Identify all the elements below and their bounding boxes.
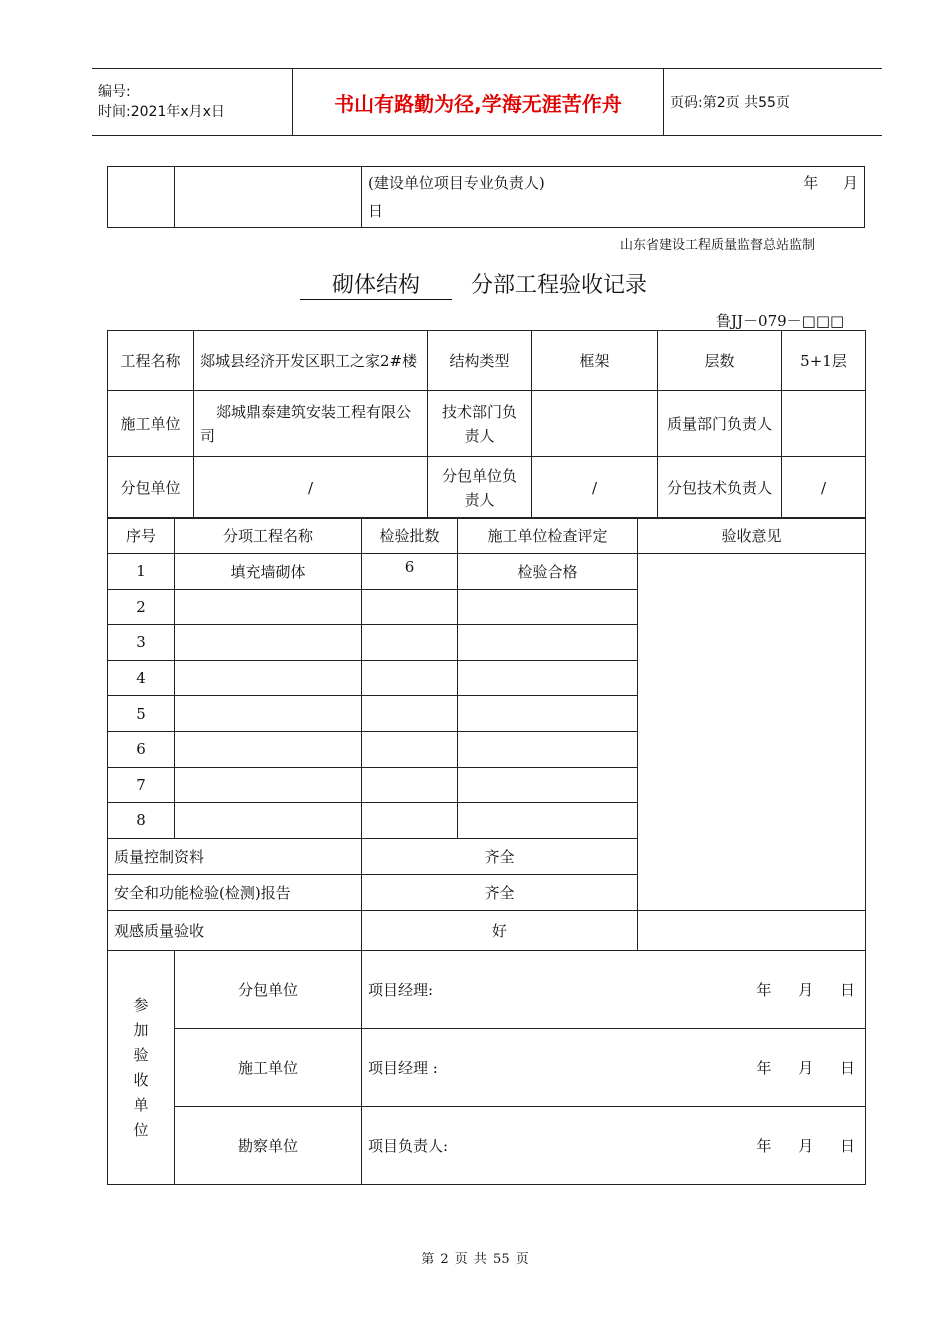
- item-name: [175, 660, 362, 696]
- item-eval: [458, 767, 638, 803]
- previous-table-fragment: [107, 166, 865, 228]
- supervisor-note: 山东省建设工程质量监督总站监制: [620, 238, 816, 253]
- sign-date: 年 月 日: [756, 1059, 855, 1077]
- item-name: [175, 767, 362, 803]
- item-batches: [362, 696, 458, 732]
- page-header: [92, 68, 882, 136]
- item-name: [175, 625, 362, 661]
- item-no: 8: [108, 803, 175, 839]
- item-name: [175, 696, 362, 732]
- side-char: 单: [133, 1095, 149, 1114]
- item-batches: [362, 589, 458, 625]
- col-eval-header: 施工单位检查评定: [458, 518, 638, 554]
- acceptance-unit: 分包单位: [175, 951, 362, 1029]
- time-text: 时间:2021年x月x日: [98, 104, 225, 120]
- acceptance-unit: 勘察单位: [175, 1107, 362, 1185]
- item-batches: [362, 625, 458, 661]
- item-eval: [458, 589, 638, 625]
- col-name-header: 分项工程名称: [175, 518, 362, 554]
- project-name-label: 工程名称: [108, 331, 194, 391]
- title-part: 砌体结构: [300, 273, 452, 300]
- header-meta: [92, 69, 293, 136]
- item-name: [175, 589, 362, 625]
- form-code: 鲁JJ－079－□□□: [716, 312, 845, 330]
- acceptance-sign: [362, 951, 866, 1029]
- item-name: 填充墙砌体: [175, 554, 362, 590]
- floors-value: 5+1层: [782, 331, 866, 391]
- item-row: [108, 554, 866, 590]
- doc-number-label: 编号:: [98, 84, 131, 100]
- sign-date: 年 月 日: [756, 981, 855, 999]
- page-footer: 第 2 页 共 55 页: [421, 1252, 529, 1267]
- tech-head-label: 技术部门负责人: [428, 391, 532, 457]
- signer-label: (建设单位项目专业负责人): [368, 174, 545, 192]
- sign-date: 年 月 日: [756, 1137, 855, 1155]
- quality-head-label: 质量部门负责人: [658, 391, 782, 457]
- item-no: 2: [108, 589, 175, 625]
- visual-opinion: [638, 910, 866, 950]
- title-rest: 分部工程验收记录: [471, 273, 648, 298]
- sub-tech-head-label: 分包技术负责人: [658, 457, 782, 519]
- sub-tech-head-value: /: [782, 457, 866, 519]
- col-opinion-header: 验收意见: [638, 518, 866, 554]
- structure-type: 框架: [532, 331, 658, 391]
- item-no: 5: [108, 696, 175, 732]
- date-ym: 年 月: [803, 174, 858, 192]
- quality-head-value: [782, 391, 866, 457]
- acceptance-sign: [362, 1029, 866, 1107]
- item-eval: [458, 660, 638, 696]
- col-batches-header: 检验批数: [362, 518, 458, 554]
- sub-head-value: /: [532, 457, 658, 519]
- item-no: 6: [108, 731, 175, 767]
- item-batches: [362, 803, 458, 839]
- side-char: 位: [133, 1120, 149, 1139]
- item-no: 1: [108, 554, 175, 590]
- side-char: 参: [133, 995, 149, 1014]
- acceptance-unit: 施工单位: [175, 1029, 362, 1107]
- motto: 书山有路勤为径,学海无涯苦作舟: [293, 69, 664, 136]
- item-eval: [458, 731, 638, 767]
- side-char: 收: [133, 1070, 149, 1089]
- item-eval: 检验合格: [458, 554, 638, 590]
- item-no: 7: [108, 767, 175, 803]
- visual-label: 观感质量验收: [108, 910, 362, 950]
- form-title: [300, 268, 647, 300]
- info-table: [107, 330, 866, 519]
- contractor-label: 施工单位: [108, 391, 194, 457]
- item-eval: [458, 803, 638, 839]
- safety-value: 齐全: [362, 874, 638, 910]
- project-name: 郯城县经济开发区职工之家2#楼: [194, 331, 428, 391]
- tech-head-value: [532, 391, 658, 457]
- item-name: [175, 803, 362, 839]
- sub-unit-label: 分包单位: [108, 457, 194, 519]
- acceptance-sign: [362, 1107, 866, 1185]
- sub-unit-value: /: [194, 457, 428, 519]
- visual-value: 好: [362, 910, 638, 950]
- item-eval: [458, 625, 638, 661]
- col-no-header: 序号: [108, 518, 175, 554]
- item-batches: [362, 767, 458, 803]
- item-batches: [362, 731, 458, 767]
- date-day: 日: [368, 202, 384, 220]
- item-batches: [362, 660, 458, 696]
- contractor-name: 郯城鼎泰建筑安装工程有限公司: [194, 391, 428, 457]
- sign-label: 项目负责人:: [368, 1137, 449, 1155]
- item-no: 3: [108, 625, 175, 661]
- acceptance-side-label: [108, 951, 175, 1185]
- items-table: [107, 517, 866, 951]
- sign-label: 项目经理:: [368, 981, 434, 999]
- qc-label: 质量控制资料: [108, 838, 362, 874]
- side-char: 加: [133, 1020, 149, 1039]
- item-batches: 6: [362, 554, 458, 590]
- side-char: 验: [133, 1045, 149, 1064]
- item-eval: [458, 696, 638, 732]
- item-no: 4: [108, 660, 175, 696]
- page-info: 页码:第2页 共55页: [664, 69, 883, 136]
- sub-head-label: 分包单位负责人: [428, 457, 532, 519]
- safety-label: 安全和功能检验(检测)报告: [108, 874, 362, 910]
- acceptance-opinion: [638, 554, 866, 911]
- acceptance-table: [107, 950, 866, 1185]
- item-name: [175, 731, 362, 767]
- qc-value: 齐全: [362, 838, 638, 874]
- floors-label: 层数: [658, 331, 782, 391]
- sign-label: 项目经理 :: [368, 1059, 438, 1077]
- structure-type-label: 结构类型: [428, 331, 532, 391]
